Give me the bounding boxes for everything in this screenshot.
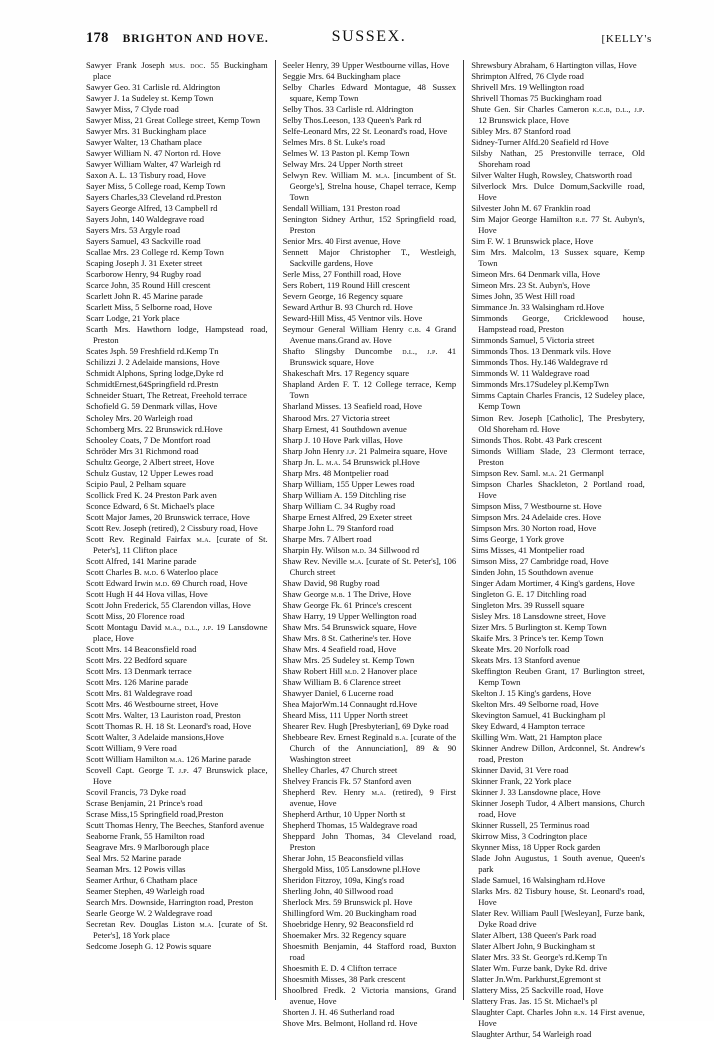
directory-entry: Skinner Joseph Tudor, 4 Albert mansions, Church road, Hove	[471, 798, 645, 820]
directory-entry: Seeler Henry, 39 Upper Westbourne villas, Hove	[282, 60, 450, 70]
directory-entry: Shebbeare Rev. Ernest Reginald b.a. [curate of the Church of the Annunciation], 89 & 90 Washington street	[282, 731, 457, 764]
directory-entry: Sibley Mrs. 87 Stanford road	[471, 126, 571, 137]
directory-entry: Sisley Mrs. 18 Lansdowne street, Hove	[471, 610, 606, 621]
directory-entry: Sherling John, 40 Sillwood road	[282, 886, 393, 897]
directory-entry: Slater Mrs. 33 St. George's rd.Kemp Tn	[471, 952, 608, 963]
directory-entry: Scott Edward Irwin m.d. 69 Church road, Hove	[86, 577, 248, 588]
directory-entry: Severn George, 16 Regency square	[282, 291, 403, 302]
directory-entry: Sharpe Mrs. 7 Albert road	[282, 533, 372, 544]
directory-entry: Sers Robert, 119 Round Hill crescent	[282, 280, 410, 291]
directory-entry: Shepherd Rev. Henry m.a. (retired), 9 First avenue, Hove	[282, 787, 457, 809]
directory-entry: Shillingford Wm. 20 Buckingham road	[282, 908, 417, 919]
directory-entry: Sharood Mrs. 27 Victoria street	[282, 412, 390, 423]
directory-entry: Shorten J. H. 46 Sutherland road	[282, 1007, 395, 1018]
directory-entry: Scutt Thomas Henry, The Beeches, Stanford avenue	[86, 820, 265, 831]
column-1-entries	[86, 60, 268, 952]
directory-entry: Scott Rev. Joseph (retired), 2 Cissbury road, Hove	[86, 522, 258, 533]
directory-entry: Sayers George Alfred, 13 Campbell rd	[86, 203, 218, 214]
directory-entry: Selmes Mrs. 8 St. Luke's road	[282, 137, 386, 148]
directory-entry: Shaw George m.b. 1 The Drive, Hove	[282, 588, 412, 599]
directory-column-3	[463, 60, 652, 1040]
directory-entry: Sharp William C. 34 Rugby road	[282, 500, 396, 511]
directory-entry: Simonds Thos. Robt. 43 Park crescent	[471, 434, 602, 445]
directory-entry: Skelton J. 15 King's gardens, Hove	[471, 687, 592, 698]
directory-entry: Slattery Fras. Jas. 15 St. Michael's pl	[471, 996, 598, 1007]
directory-entry: Selwyn Rev. William M. m.a. [incumbent of St. George's], Strelna house, Chapel terrace, Kemp Town	[282, 170, 457, 203]
directory-entry: Serle Miss, 27 Fonthill road, Hove	[282, 269, 402, 280]
directory-entry: Simson Miss, 27 Cambridge road, Hove	[471, 555, 609, 566]
directory-entry: Shakeschaft Mrs. 17 Regency square	[282, 368, 410, 379]
directory-entry: Seamer Stephen, 49 Warleigh road	[86, 886, 205, 897]
directory-entry: Simmonds Samuel, 5 Victoria street	[471, 335, 595, 346]
directory-entry: Simpson Mrs. 30 Norton road, Hove	[471, 522, 597, 533]
directory-entry: Scott Mrs. 14 Beaconsfield road	[86, 643, 197, 654]
directory-entry: Selmes W. 13 Paston pl. Kemp Town	[282, 148, 410, 159]
directory-entry: Shove Mrs. Belmont, Holland rd. Hove	[282, 1018, 418, 1029]
directory-entry: Scott Hugh H 44 Hova villas, Hove	[86, 588, 208, 599]
directory-entry: Schooley Coats, 7 De Montfort road	[86, 434, 211, 445]
directory-entry: Silvester John M. 67 Franklin road	[471, 203, 591, 214]
directory-entry: Simmonds W. 11 Waldegrave road	[471, 368, 590, 379]
directory-entry: Shafto Slingsby Duncombe d.l., j.p. 41 Brunswick square, Hove	[282, 346, 457, 368]
directory-entry: Senington Sidney Arthur, 152 Springfield road, Preston	[282, 214, 457, 236]
directory-entry: Selway Mrs. 24 Upper North street	[282, 159, 403, 170]
directory-entry: Skey Edward, 4 Hampton terrace	[471, 720, 585, 731]
directory-entry: Sawyer J. 1a Sudeley st. Kemp Town	[86, 93, 214, 104]
directory-entry: Sayers Charles,33 Cleveland rd.Preston	[86, 192, 222, 203]
column-3-entries	[471, 60, 645, 1040]
directory-entry: Sawyer Miss, 7 Clyde road	[86, 104, 179, 115]
directory-entry: Simmonds Thos. Hy.146 Waldegrave rd	[471, 357, 608, 368]
directory-entry: Scott Mrs. 81 Waldegrave road	[86, 687, 193, 698]
directory-entry: Seymour General William Henry c.b. 4 Grand Avenue mans.Grand av. Hove	[282, 324, 457, 346]
directory-entry: Scarr Lodge, 21 York place	[86, 313, 180, 324]
directory-entry: Selfe-Leonard Mrs, 22 St. Leonard's road, Hove	[282, 126, 448, 137]
directory-entry: Scarborow Henry, 94 Rugby road	[86, 269, 202, 280]
directory-entry: Simms Captain Charles Francis, 12 Sudeley place, Kemp Town	[471, 390, 645, 412]
directory-entry: Seggie Mrs. 64 Buckingham place	[282, 71, 401, 82]
directory-entry: SchmidtErnest,64Springfield rd.Prestn	[86, 379, 219, 390]
directory-entry: Scrase Miss,15 Springfield road,Preston	[86, 809, 224, 820]
directory-entry: Shelley Charles, 47 Church street	[282, 765, 398, 775]
directory-entry: Scott Miss, 20 Florence road	[86, 610, 185, 621]
directory-entry: Skeats Mrs. 13 Stanford avenue	[471, 654, 581, 665]
directory-entry: Shaw Mrs. 54 Brunswick square, Hove	[282, 621, 417, 632]
directory-entry: Shaw Mrs. 4 Seafield road, Hove	[282, 643, 397, 654]
directory-entry: Shoolbred Fredk. 2 Victoria mansions, Grand avenue, Hove	[282, 985, 457, 1007]
directory-entry: Skeate Mrs. 20 Norfolk road	[471, 643, 570, 654]
directory-entry: Secretan Rev. Douglas Liston m.a. [curate of St. Peter's], 18 York place	[86, 919, 268, 941]
directory-entry: Simmonds George, Cricklewood house, Hampstead road, Preston	[471, 313, 645, 335]
directory-entry: Shawyer Daniel, 6 Lucerne road	[282, 687, 394, 698]
directory-entry: Shaw Mrs. 8 St. Catherine's ter. Hove	[282, 632, 412, 643]
directory-entry: Sharp Ernest, 41 Southdown avenue	[282, 423, 407, 434]
directory-entry: Shrimpton Alfred, 76 Clyde road	[471, 71, 584, 82]
directory-entry: Scott Walter, 3 Adelaide mansions,Hove	[86, 731, 224, 742]
directory-entry: Sawyer Walter, 13 Chatham place	[86, 137, 202, 148]
directory-entry: Skinner Frank, 22 York place	[471, 776, 572, 787]
directory-entry: Selby Charles Edward Montague, 48 Sussex square, Kemp Town	[282, 82, 457, 104]
directory-entry: Scott Mrs. 13 Denmark terrace	[86, 665, 192, 676]
directory-entry: Skynner Miss, 18 Upper Rock garden	[471, 842, 601, 853]
directory-entry: Searle George W. 2 Waldegrave road	[86, 908, 213, 919]
running-head-county: SUSSEX.	[331, 28, 407, 45]
directory-entry: Sharp William, 155 Upper Lewes road	[282, 478, 415, 489]
directory-entry: Shaw Robert Hill m.d. 2 Hanover place	[282, 665, 418, 676]
directory-entry: Sawyer Miss, 21 Great College street, Kemp Town	[86, 115, 261, 126]
directory-entry: Sims Misses, 41 Montpelier road	[471, 544, 585, 555]
directory-entry: Simmance Jn. 33 Walsingham rd.Hove	[471, 302, 605, 313]
directory-entry: Sherar John, 15 Beaconsfield villas	[282, 853, 404, 864]
directory-entry: Senior Mrs. 40 First avenue, Hove	[282, 236, 401, 247]
directory-entry: Shelvey Francis Fk. 57 Stanford aven	[282, 776, 412, 787]
directory-entry: Scott Mrs. 22 Bedford square	[86, 654, 187, 665]
directory-entry: Sendall William, 131 Preston road	[282, 203, 401, 214]
directory-entry: Shaw George Fk. 61 Prince's crescent	[282, 599, 412, 610]
directory-entry: Shepherd Thomas, 15 Waldegrave road	[282, 820, 418, 831]
directory-entry: Slatter Jn.Wm. Parkhurst,Egremont st	[471, 974, 601, 985]
directory-entry: Sawyer Geo. 31 Carlisle rd. Aldrington	[86, 82, 221, 93]
directory-entry: Scollick Fred K. 24 Preston Park aven	[86, 489, 217, 500]
directory-entry: Scarlett John R. 45 Marine parade	[86, 291, 203, 302]
directory-entry: Sedcome Joseph G. 12 Powis square	[86, 941, 212, 952]
directory-entry: Shoemaker Mrs. 32 Regency square	[282, 930, 407, 941]
directory-entry: Scott Mrs. 126 Marine parade	[86, 676, 189, 687]
directory-entry: Sharpin Hy. Wilson m.d. 34 Sillwood rd	[282, 544, 420, 555]
directory-entry: Selby Thos.Leeson, 133 Queen's Park rd	[282, 115, 422, 126]
directory-entry: Simmonds Mrs.17Sudeley pl.KempTwn	[471, 379, 609, 390]
directory-entry: Sharp William A. 159 Ditchling rise	[282, 489, 407, 500]
directory-entry: Skelton Mrs. 49 Selborne road, Hove	[471, 698, 599, 709]
directory-entry: Schulz Gustav, 12 Upper Lewes road	[86, 467, 214, 478]
directory-entry: Schomberg Mrs. 22 Brunswick rd.Hove	[86, 423, 223, 434]
column-2-entries	[283, 60, 457, 1029]
directory-entry: Sheard Miss, 111 Upper North street	[282, 709, 408, 720]
directory-entry: Shepherd Arthur, 10 Upper North st	[282, 809, 406, 820]
directory-entry: Sayer Miss, 5 College road, Kemp Town	[86, 181, 226, 192]
directory-entry: Slater Albert, 138 Queen's Park road	[471, 930, 597, 941]
directory-entry: Skinner Andrew Dillon, Ardconnel, St. Andrew's road, Preston	[471, 742, 645, 764]
directory-entry: Slade John Augustus, 1 South avenue, Queen's park	[471, 853, 645, 875]
directory-columns	[86, 60, 652, 1040]
directory-entry: Sharp J. 10 Hove Park villas, Hove	[282, 434, 403, 445]
directory-column-1	[86, 60, 275, 1000]
directory-entry: Scholey Mrs. 20 Warleigh road	[86, 412, 193, 423]
directory-entry: Scarth Mrs. Hawthorn lodge, Hampstead road, Preston	[86, 324, 268, 346]
directory-entry: Sizer Mrs. 5 Burlington st. Kemp Town	[471, 621, 607, 632]
directory-entry: Seagrave Mrs. 9 Marlborough place	[86, 842, 210, 853]
directory-entry: Simmonds Thos. 13 Denmark vils. Hove	[471, 346, 611, 357]
directory-entry: Seward-Hill Miss, 45 Ventnor vils. Hove	[282, 313, 423, 324]
directory-entry: Sawyer Frank Joseph mus. doc. 55 Buckingham place	[86, 60, 268, 82]
directory-entry: Sayers Mrs. 53 Argyle road	[86, 225, 181, 236]
directory-entry: Sims George, 1 York grove	[471, 533, 565, 544]
directory-entry: Skinner Russell, 25 Terminus road	[471, 820, 590, 831]
directory-entry: Scott Alfred, 141 Marine parade	[86, 555, 197, 566]
directory-entry: Skaife Mrs. 3 Prince's ter. Kemp Town	[471, 632, 604, 643]
directory-entry: Scott John Frederick, 55 Clarendon villas, Hove	[86, 599, 251, 610]
directory-entry: Sconce Edward, 6 St. Michael's place	[86, 500, 215, 511]
directory-entry: Seal Mrs. 52 Marine parade	[86, 853, 182, 864]
directory-entry: Scott William, 9 Vere road	[86, 742, 177, 753]
directory-entry: Sawyer William N. 47 Norton rd. Hove	[86, 148, 221, 159]
directory-entry: Sharpe John L. 79 Stanford road	[282, 522, 394, 533]
directory-entry: Sayers John, 140 Waldegrave road	[86, 214, 205, 225]
directory-column-2	[275, 60, 464, 1029]
directory-entry: Schilizzi J. 2 Adelaide mansions, Hove	[86, 357, 220, 368]
directory-entry: Skinner J. 33 Lansdowne place, Hove	[471, 787, 601, 798]
directory-entry: Shaw Mrs. 25 Sudeley st. Kemp Town	[282, 654, 415, 665]
directory-entry: Shoesmith Benjamin, 44 Stafford road, Buxton road	[282, 941, 457, 963]
directory-entry: Slaughter Capt. Charles John r.n. 14 First avenue, Hove	[471, 1007, 645, 1029]
directory-entry: Skevington Samuel, 41 Buckingham pl	[471, 709, 606, 720]
directory-entry: Scott William Hamilton m.a. 126 Marine parade	[86, 753, 251, 764]
directory-entry: Shrivell Thomas 75 Buckingham road	[471, 93, 602, 104]
directory-entry: Sidney-Turner Alfd.20 Seafield rd Hove	[471, 137, 609, 148]
directory-entry: Simeon Mrs. 64 Denmark villa, Hove	[471, 269, 601, 280]
directory-entry: Scott Rev. Reginald Fairfax m.a. [curate of St. Peter's], 11 Clifton place	[86, 533, 268, 555]
directory-entry: Simpson Miss, 7 Westbourne st. Hove	[471, 500, 602, 511]
directory-entry: Scipio Paul, 2 Pelham square	[86, 478, 186, 489]
directory-entry: Scott Charles B. m.d. 6 Waterloo place	[86, 566, 219, 577]
directory-entry: Silver Walter Hugh, Rowsley, Chatsworth road	[471, 170, 632, 181]
directory-entry: Sharpe Ernest Alfred, 29 Exeter street	[282, 511, 413, 522]
directory-entry: Scarlett Miss, 5 Selborne road, Hove	[86, 302, 213, 313]
directory-entry: Seaborne Frank, 55 Hamilton road	[86, 831, 205, 842]
directory-entry: Sawyer Mrs. 31 Buckingham place	[86, 126, 207, 137]
directory-entry: Singleton G. E. 17 Ditchling road	[471, 588, 587, 599]
directory-entry: Scaping Joseph J. 31 Exeter street	[86, 258, 203, 269]
directory-entry: Skinner David, 31 Vere road	[471, 765, 569, 775]
directory-entry: Sharp Mrs. 48 Montpelier road	[282, 467, 389, 478]
directory-entry: Slater Wm. Furze bank, Dyke Rd. drive	[471, 963, 608, 974]
directory-entry: Shrewsbury Abraham, 6 Hartington villas, Hove	[471, 60, 637, 70]
directory-entry: Skilling Wm. Watt, 21 Hampton place	[471, 731, 602, 742]
directory-entry: Scarce John, 35 Round Hill crescent	[86, 280, 211, 291]
page-folio: 178	[86, 30, 109, 46]
directory-entry: Sennett Major Christopher T., Westleigh, Sackville gardens, Hove	[282, 247, 457, 269]
directory-entry: Scovell Capt. George T. j.p. 47 Brunswick place, Hove	[86, 765, 268, 787]
directory-entry: Sayers Samuel, 43 Sackville road	[86, 236, 201, 247]
directory-entry: Singer Adam Mortimer, 4 King's gardens, Hove	[471, 577, 635, 588]
directory-entry: Schneider Stuart, The Retreat, Freehold terrace	[86, 390, 247, 401]
directory-entry: Simpson Rev. Saml. m.a. 21 Germanpl	[471, 467, 604, 478]
directory-entry: Shaw William B. 6 Clarence street	[282, 676, 401, 687]
directory-entry: Shaw David, 98 Rugby road	[282, 577, 380, 588]
directory-entry: Scallae Mrs. 23 College rd. Kemp Town	[86, 247, 224, 258]
directory-entry: Sharp Jn. L. m.a. 54 Brunswick pl.Hove	[282, 456, 420, 467]
directory-entry: Shoesmith Misses, 38 Park crescent	[282, 974, 406, 985]
directory-entry: Skirrow Miss, 3 Codrington place	[471, 831, 588, 842]
directory-entry: Seaman Mrs. 12 Powis villas	[86, 864, 186, 875]
directory-entry: Sheppard John Thomas, 34 Cleveland road, Preston	[282, 831, 457, 853]
directory-entry: Seamer Arthur, 6 Chatham place	[86, 875, 198, 886]
directory-entry: Search Mrs. Downside, Harrington road, Preston	[86, 897, 254, 908]
directory-entry: Slater Albert John, 9 Buckingham st	[471, 941, 596, 952]
directory-entry: Slater Rev. William Paull [Wesleyan], Furze bank, Dyke Road drive	[471, 908, 645, 930]
directory-entry: Schmidt Alphons, Spring lodge,Dyke rd	[86, 368, 224, 379]
directory-entry: Shaw Rev. Neville m.a. [curate of St. Peter's], 106 Church street	[282, 555, 457, 577]
directory-entry: Scott Mrs. Walter, 13 Lauriston road, Preston	[86, 709, 241, 720]
directory-entry: Schofield G. 59 Denmark villas, Hove	[86, 401, 218, 412]
directory-entry: Seward Arthur B. 93 Church rd. Hove	[282, 302, 413, 313]
directory-entry: Shoebridge Henry, 92 Beaconsfield rd	[282, 919, 414, 930]
directory-entry: Sharp John Henry j.p. 21 Palmeira square, Hove	[282, 445, 448, 456]
directory-entry: Silsby Nathan, 25 Prestonville terrace, Old Shoreham road	[471, 148, 645, 170]
directory-entry: Sawyer William Walter, 47 Warleigh rd	[86, 159, 221, 170]
directory-entry: Scates Jsph. 59 Freshfield rd.Kemp Tn	[86, 346, 219, 357]
directory-entry: Sherlock Mrs. 59 Brunswick pl. Hove	[282, 897, 413, 908]
directory-entry: Sim F. W. 1 Brunswick place, Hove	[471, 236, 594, 247]
directory-entry: Simeon Mrs. 23 St. Aubyn's, Hove	[471, 280, 591, 291]
directory-entry: Shute Gen. Sir Charles Cameron k.c.b, d.l., j.p. 12 Brunswick place, Hove	[471, 104, 645, 126]
running-head-left	[86, 30, 269, 47]
directory-entry: Simes John, 35 West Hill road	[471, 291, 575, 302]
directory-entry: Sharland Misses. 13 Seafield road, Hove	[282, 401, 422, 412]
directory-entry: Simonds William Slade, 23 Clermont terrace, Preston	[471, 445, 645, 467]
directory-entry: Silverlock Mrs. Dulce Domum,Sackville road, Hove	[471, 181, 645, 203]
directory-entry: Sim Mrs. Malcolm, 13 Sussex square, Kemp Town	[471, 247, 645, 269]
directory-entry: Shearer Rev. Hugh [Presbyterian], 69 Dyke road	[282, 720, 449, 731]
directory-entry: Scott Major James, 20 Brunswick terrace, Hove	[86, 511, 250, 522]
directory-entry: Selby Thos. 33 Carlisle rd. Aldrington	[282, 104, 414, 115]
directory-entry: Slarks Mrs. 82 Tisbury house, St. Leonard's road, Hove	[471, 886, 645, 908]
directory-entry: Singleton Mrs. 39 Russell square	[471, 599, 585, 610]
directory-entry: Shapland Arden F. T. 12 College terrace, Kemp Town	[282, 379, 457, 401]
directory-entry: Scott Thomas R. H. 18 St. Leonard's road, Hove	[86, 720, 252, 731]
directory-entry: Shergold Miss, 105 Lansdowne pl.Hove	[282, 864, 421, 875]
directory-entry: Scott Montagu David m.a., d.l., j.p. 19 Lansdowne place, Hove	[86, 621, 268, 643]
directory-entry: Schultz George, 2 Albert street, Hove	[86, 456, 215, 467]
running-head	[86, 30, 652, 52]
running-head-place: BRIGHTON AND HOVE.	[122, 33, 269, 45]
directory-entry: Shaw Harry, 19 Upper Wellington road	[282, 610, 417, 621]
directory-entry: Simpson Charles Shackleton, 2 Portland road, Hove	[471, 478, 645, 500]
directory-entry: Shoesmith E. D. 4 Clifton terrace	[282, 963, 397, 974]
directory-entry: Simpson Mrs. 24 Adelaide cres. Hove	[471, 511, 602, 522]
running-head-publisher: [KELLY's	[601, 33, 652, 45]
directory-entry: Schröder Mrs 31 Richmond road	[86, 445, 199, 456]
directory-entry: Simon Rev. Joseph [Catholic], The Presbytery, Old Shoreham rd. Hove	[471, 412, 645, 434]
directory-entry: Skeffington Reuben Grant, 17 Burlington street, Kemp Town	[471, 665, 645, 687]
directory-entry: Sinden John, 15 Southdown avenue	[471, 566, 594, 577]
directory-entry: Slaughter Arthur, 54 Warleigh road	[471, 1029, 592, 1040]
directory-entry: Slattery Miss, 25 Sackville road, Hove	[471, 985, 604, 996]
directory-entry: Sim Major George Hamilton r.e. 77 St. Aubyn's, Hove	[471, 214, 645, 236]
directory-entry: Scott Mrs. 46 Westbourne street, Hove	[86, 698, 219, 709]
directory-entry: Shrivell Mrs. 19 Wellington road	[471, 82, 585, 93]
directory-entry: Scrase Benjamin, 21 Prince's road	[86, 798, 203, 809]
directory-entry: Slade Samuel, 16 Walsingham rd.Hove	[471, 875, 606, 886]
directory-entry: Sheridon Fitzroy, 109a, King's road	[282, 875, 405, 886]
directory-entry: Saxon A. L. 13 Tisbury road, Hove	[86, 170, 206, 181]
directory-entry: Shea MajorWm.14 Connaught rd.Hove	[282, 698, 418, 709]
directory-entry: Scovil Francis, 73 Dyke road	[86, 787, 186, 798]
